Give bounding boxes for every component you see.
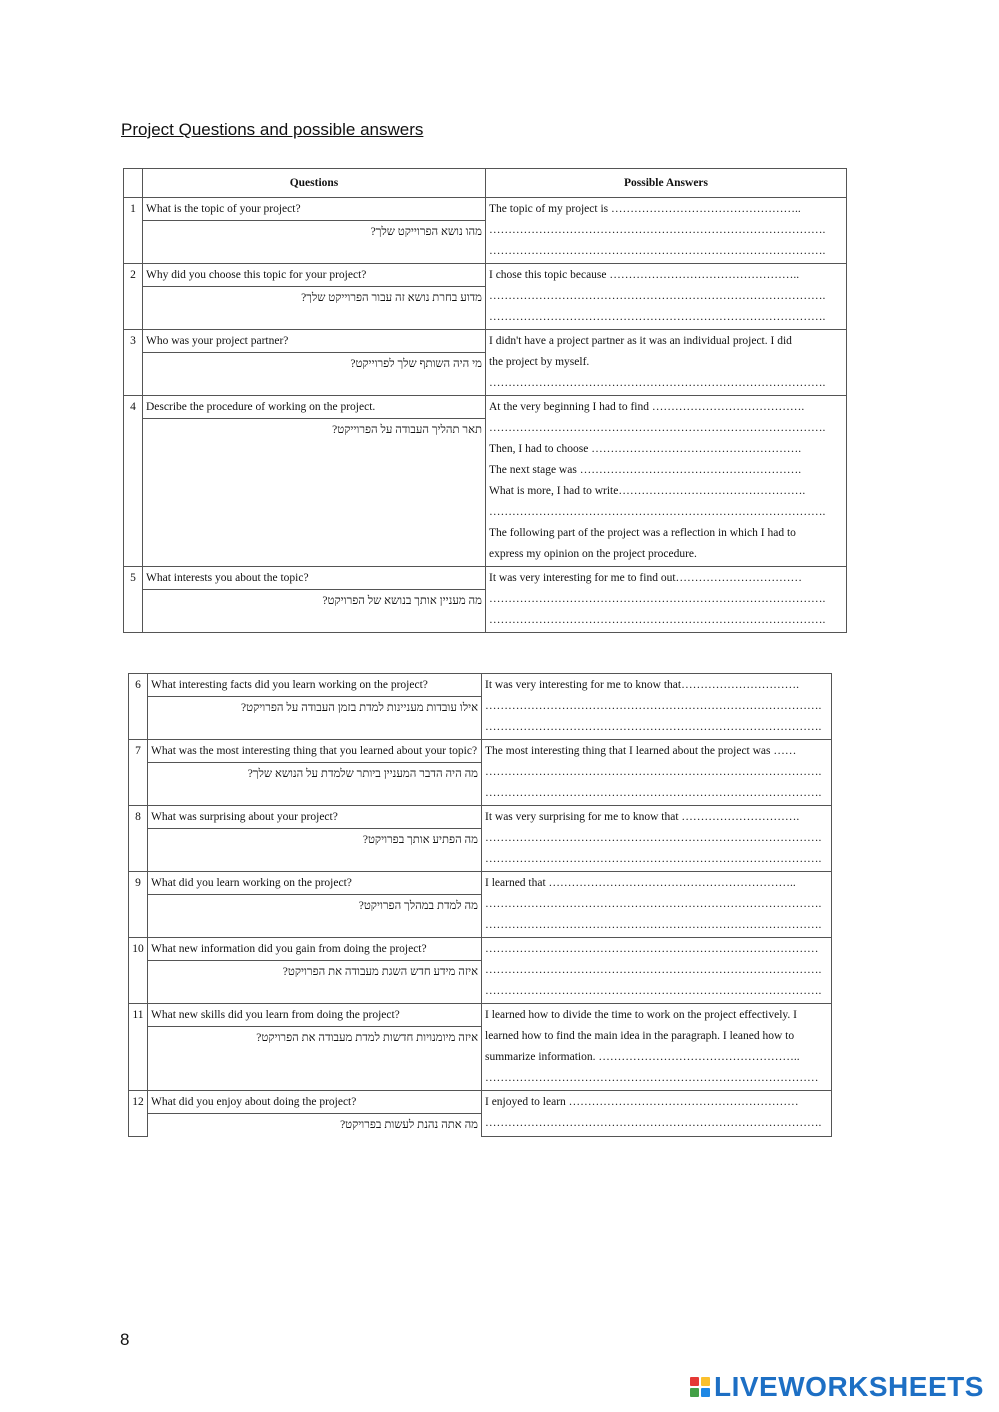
- answer-line: …………………………………………………………………………….: [485, 985, 822, 997]
- logo-square: [690, 1377, 699, 1386]
- liveworksheets-logo: [690, 1372, 984, 1402]
- page-title: Project Questions and possible answers: [121, 120, 424, 139]
- header-questions: Questions: [143, 169, 486, 198]
- answer-line: The next stage was ………………………………………………….: [489, 464, 802, 476]
- answer-line: I enjoyed to learn ……………………………………………………: [485, 1096, 799, 1108]
- question-number: 12: [129, 1091, 148, 1137]
- table-row: [124, 330, 847, 353]
- answer-line: …………………………………………………………………………….: [485, 964, 822, 976]
- question-hebrew: מדוע בחרת נושא זה עבור הפרוייקט שלך?: [143, 287, 486, 330]
- answer-line: …………………………………………………………………………….: [489, 224, 826, 236]
- answer-line: …………………………………………………………………………….: [489, 506, 826, 518]
- question-number: 6: [129, 674, 148, 740]
- question-number: 1: [124, 198, 143, 264]
- answer-line: the project by myself.: [489, 356, 590, 368]
- table-row: [129, 806, 832, 829]
- answer-line: The topic of my project is …………………………………………..: [489, 203, 801, 215]
- possible-answer-cell: [486, 198, 847, 264]
- possible-answer-cell: [486, 567, 847, 633]
- logo-square: [701, 1377, 710, 1386]
- table-row: [129, 1091, 832, 1114]
- answer-line: I learned that ………………………………………………………..: [485, 877, 796, 889]
- answer-line: express my opinion on the project procedure.: [489, 548, 697, 560]
- question-number: 8: [129, 806, 148, 872]
- question-number: 3: [124, 330, 143, 396]
- question-english: What was surprising about your project?: [148, 806, 482, 829]
- question-number: 5: [124, 567, 143, 633]
- answer-line: ……………………………………………………………………………: [485, 1072, 819, 1084]
- answer-line: ……………………………………………………………………………: [485, 943, 819, 955]
- answer-line: It was very interesting for me to know that………………………….: [485, 679, 799, 691]
- answer-line: At the very beginning I had to find ………………………………….: [489, 401, 805, 413]
- possible-answer-cell: [482, 806, 832, 872]
- answer-line: …………………………………………………………………………….: [485, 853, 822, 865]
- question-english: What new information did you gain from doing the project?: [148, 938, 482, 961]
- answer-line: What is more, I had to write………………………………………….: [489, 485, 806, 497]
- answer-line: I didn't have a project partner as it was an individual project. I did: [489, 335, 792, 347]
- answer-line: …………………………………………………………………………….: [485, 700, 822, 712]
- possible-answer-cell: [482, 1091, 832, 1137]
- answer-line: I chose this topic because …………………………………………..: [489, 269, 800, 281]
- possible-answer-cell: [486, 264, 847, 330]
- answer-line: Then, I had to choose ……………………………………………….: [489, 443, 802, 455]
- possible-answer-cell: [482, 740, 832, 806]
- question-hebrew: מי היה השותף שלך לפרוייקט?: [143, 353, 486, 396]
- answer-line: …………………………………………………………………………….: [489, 593, 826, 605]
- answer-line: …………………………………………………………………………….: [485, 898, 822, 910]
- question-english: What is the topic of your project?: [143, 198, 486, 221]
- question-number: 2: [124, 264, 143, 330]
- question-english: Who was your project partner?: [143, 330, 486, 353]
- possible-answer-cell: [482, 872, 832, 938]
- logo-square: [701, 1388, 710, 1397]
- table-row: [124, 396, 847, 419]
- possible-answer-cell: [482, 1004, 832, 1091]
- answer-line: summarize information. ……………………………………………..: [485, 1051, 800, 1063]
- question-english: What interesting facts did you learn working on the project?: [148, 674, 482, 697]
- question-hebrew: איזה מידע חדש השגת מעבודה את הפרויקט?: [148, 961, 482, 1004]
- question-english: Describe the procedure of working on the project.: [143, 396, 486, 419]
- question-number: 10: [129, 938, 148, 1004]
- question-english: What new skills did you learn from doing the project?: [148, 1004, 482, 1027]
- question-hebrew: מה היה הדבר המעניין ביותר שלמדת על הנושא שלך?: [148, 763, 482, 806]
- answer-line: …………………………………………………………………………….: [485, 721, 822, 733]
- answer-line: I learned how to divide the time to work on the project effectively. I: [485, 1009, 797, 1021]
- question-english: Why did you choose this topic for your project?: [143, 264, 486, 287]
- question-number: 7: [129, 740, 148, 806]
- answer-line: …………………………………………………………………………….: [489, 614, 826, 626]
- question-number: 9: [129, 872, 148, 938]
- possible-answer-cell: [486, 396, 847, 567]
- answer-line: …………………………………………………………………………….: [485, 832, 822, 844]
- question-hebrew: תאר תהליך העבודה על הפרוייקט?: [143, 419, 486, 567]
- question-english: What did you learn working on the project?: [148, 872, 482, 895]
- answer-line: …………………………………………………………………………….: [485, 787, 822, 799]
- table-row: [124, 198, 847, 221]
- question-hebrew: איזה מיומנויות חדשות למדת מעבודה את הפרויקט?: [148, 1027, 482, 1091]
- table-row: [124, 264, 847, 287]
- question-hebrew: מה הפתיע אותך בפרויקט?: [148, 829, 482, 872]
- question-number: 11: [129, 1004, 148, 1091]
- questions-table-1: [123, 168, 847, 633]
- answer-line: …………………………………………………………………………….: [489, 245, 826, 257]
- question-hebrew: מהו נושא הפרוייקט שלך?: [143, 221, 486, 264]
- answer-line: …………………………………………………………………………….: [489, 422, 826, 434]
- possible-answer-cell: [482, 674, 832, 740]
- table-row: [129, 1004, 832, 1027]
- answer-line: The most interesting thing that I learned about the project was ……: [485, 745, 797, 757]
- question-hebrew: אילו עובדות מעניינות למדת בזמן העבודה על הפרויקט?: [148, 697, 482, 740]
- question-hebrew: מה אתה נהנת לעשות בפרויקט?: [148, 1114, 482, 1137]
- answer-line: …………………………………………………………………………….: [489, 290, 826, 302]
- table-row: [129, 674, 832, 697]
- answer-line: …………………………………………………………………………….: [485, 1117, 822, 1129]
- possible-answer-cell: [486, 330, 847, 396]
- header-number-cell: [124, 169, 143, 198]
- possible-answer-cell: [482, 938, 832, 1004]
- question-number: 4: [124, 396, 143, 567]
- question-hebrew: מה מעניין אותך בנושא של הפרויקט?: [143, 590, 486, 633]
- table-header-row: [124, 169, 847, 198]
- questions-table-2: [128, 673, 832, 1137]
- table-row: [124, 567, 847, 590]
- question-english: What interests you about the topic?: [143, 567, 486, 590]
- question-english: What did you enjoy about doing the project?: [148, 1091, 482, 1114]
- logo-squares-icon: [690, 1377, 710, 1397]
- question-english: What was the most interesting thing that you learned about your topic?: [148, 740, 482, 763]
- answer-line: It was very interesting for me to find out……………………………: [489, 572, 803, 584]
- logo-square: [690, 1388, 699, 1397]
- table-row: [129, 938, 832, 961]
- answer-line: …………………………………………………………………………….: [489, 377, 826, 389]
- answer-line: …………………………………………………………………………….: [489, 311, 826, 323]
- answer-line: …………………………………………………………………………….: [485, 766, 822, 778]
- page-number: 8: [120, 1330, 130, 1349]
- answer-line: …………………………………………………………………………….: [485, 919, 822, 931]
- answer-line: learned how to find the main idea in the paragraph. I leaned how to: [485, 1030, 795, 1042]
- question-hebrew: מה למדת במהלך הפרויקט?: [148, 895, 482, 938]
- table-row: [129, 740, 832, 763]
- table-row: [129, 872, 832, 895]
- logo-text: LIVEWORKSHEETS: [714, 1371, 984, 1402]
- answer-line: The following part of the project was a reflection in which I had to: [489, 527, 796, 539]
- header-possible-answers: Possible Answers: [486, 169, 847, 198]
- answer-line: It was very surprising for me to know that ………………………….: [485, 811, 800, 823]
